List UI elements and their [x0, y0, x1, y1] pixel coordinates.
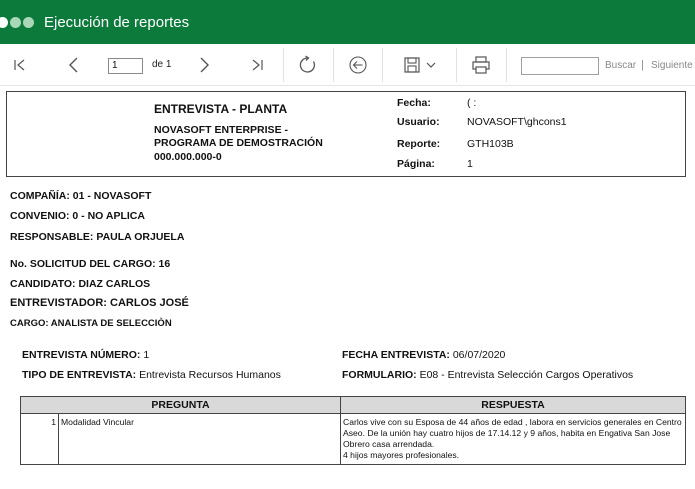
- next-page-button[interactable]: [190, 44, 218, 86]
- reporte-label: Reporte:: [397, 138, 441, 150]
- page-count-label: de 1: [152, 59, 172, 70]
- last-page-button[interactable]: [243, 44, 271, 86]
- question-number: 1: [21, 414, 59, 465]
- qa-table: [20, 396, 686, 465]
- window-dot-icon: [0, 17, 8, 28]
- table-row: [21, 414, 686, 465]
- save-icon: [403, 56, 421, 74]
- toolbar-divider: [333, 48, 334, 82]
- search-button[interactable]: Buscar: [605, 60, 637, 71]
- solicitud-field: No. SOLICITUD DEL CARGO: 16: [10, 258, 171, 270]
- prev-page-icon: [66, 56, 82, 74]
- fecha-label: Fecha:: [397, 97, 431, 109]
- export-button[interactable]: [398, 44, 442, 86]
- refresh-icon: [298, 55, 318, 75]
- window-dots: [0, 17, 36, 28]
- company-name-line1: NOVASOFT ENTERPRISE -: [154, 124, 288, 136]
- title-bar: [0, 0, 695, 44]
- toolbar-divider: [506, 48, 507, 82]
- report-header: [6, 91, 686, 177]
- tipo-entrevista-label: TIPO DE ENTREVISTA:: [22, 369, 137, 381]
- window-dot-icon: [23, 17, 34, 28]
- pagina-value: 1: [467, 158, 473, 170]
- entrevistador-field: ENTREVISTADOR: CARLOS JOSÉ: [10, 297, 189, 309]
- answer-text-extra: 4 hijos mayores profesionales.: [343, 450, 460, 460]
- company-nit: 000.000.000-0: [154, 151, 222, 163]
- question-text: Modalidad Vincular: [59, 414, 341, 465]
- report-toolbar: [0, 44, 695, 86]
- pagina-label: Página:: [397, 158, 435, 170]
- refresh-button[interactable]: [293, 44, 323, 86]
- answer-cell: [341, 414, 686, 465]
- candidato-field: CANDIDATO: DIAZ CARLOS: [10, 278, 151, 290]
- first-page-icon: [12, 57, 28, 73]
- toolbar-divider: [456, 48, 457, 82]
- fecha-entrevista-value: 06/07/2020: [452, 349, 506, 361]
- usuario-label: Usuario:: [397, 116, 440, 128]
- print-icon: [471, 55, 491, 75]
- table-header-row: [21, 397, 686, 414]
- entrevista-numero-value: 1: [143, 349, 150, 361]
- formulario: [342, 369, 633, 381]
- first-page-button[interactable]: [6, 44, 34, 86]
- compania-field: COMPAÑÍA: 01 - NOVASOFT: [10, 190, 152, 202]
- window-title: Ejecución de reportes: [44, 13, 190, 31]
- last-page-icon: [249, 57, 265, 73]
- back-icon: [348, 55, 368, 75]
- respuesta-header: RESPUESTA: [341, 397, 686, 414]
- page-number-input[interactable]: 1: [108, 58, 143, 74]
- back-button[interactable]: [343, 44, 373, 86]
- company-name-line2: PROGRAMA DE DEMOSTRACIÓN: [154, 137, 323, 149]
- convenio-field: CONVENIO: 0 - NO APLICA: [10, 210, 145, 222]
- print-button[interactable]: [466, 44, 496, 86]
- fecha-entrevista: [342, 349, 505, 361]
- tipo-entrevista: [22, 369, 281, 381]
- fecha-value: ( :: [467, 97, 477, 109]
- toolbar-divider: [382, 48, 383, 82]
- toolbar-divider: [283, 48, 284, 82]
- prev-page-button[interactable]: [60, 44, 88, 86]
- entrevista-numero-label: ENTREVISTA NÚMERO:: [22, 349, 141, 361]
- responsable-field: RESPONSABLE: PAULA ORJUELA: [10, 231, 185, 243]
- tipo-entrevista-value: Entrevista Recursos Humanos: [139, 369, 281, 381]
- formulario-value: E08 - Entrevista Selección Cargos Operativos: [419, 369, 634, 381]
- search-input[interactable]: [521, 57, 599, 75]
- answer-text: Carlos vive con su Esposa de 44 años de edad , labora en servicios generales en Centro Aseo. De la unión hay cuatro hijos de 17.14.12 y 9 años, habita en Engativa San Jose Obrero casa arrendada.: [343, 417, 682, 449]
- chevron-down-icon: [425, 59, 437, 71]
- fecha-entrevista-label: FECHA ENTREVISTA:: [342, 349, 450, 361]
- pregunta-header: PREGUNTA: [21, 397, 341, 414]
- entrevista-numero: [22, 349, 149, 361]
- next-page-icon: [196, 56, 212, 74]
- search-separator: |: [641, 59, 644, 71]
- reporte-value: GTH103B: [467, 138, 514, 150]
- usuario-value: NOVASOFT\ghcons1: [467, 116, 567, 128]
- cargo-field: CARGO: ANALISTA DE SELECCIÒN: [10, 318, 172, 329]
- report-title: ENTREVISTA - PLANTA: [154, 102, 288, 116]
- formulario-label: FORMULARIO:: [342, 369, 417, 381]
- window-dot-icon: [10, 17, 21, 28]
- find-next-button[interactable]: Siguiente: [651, 60, 693, 71]
